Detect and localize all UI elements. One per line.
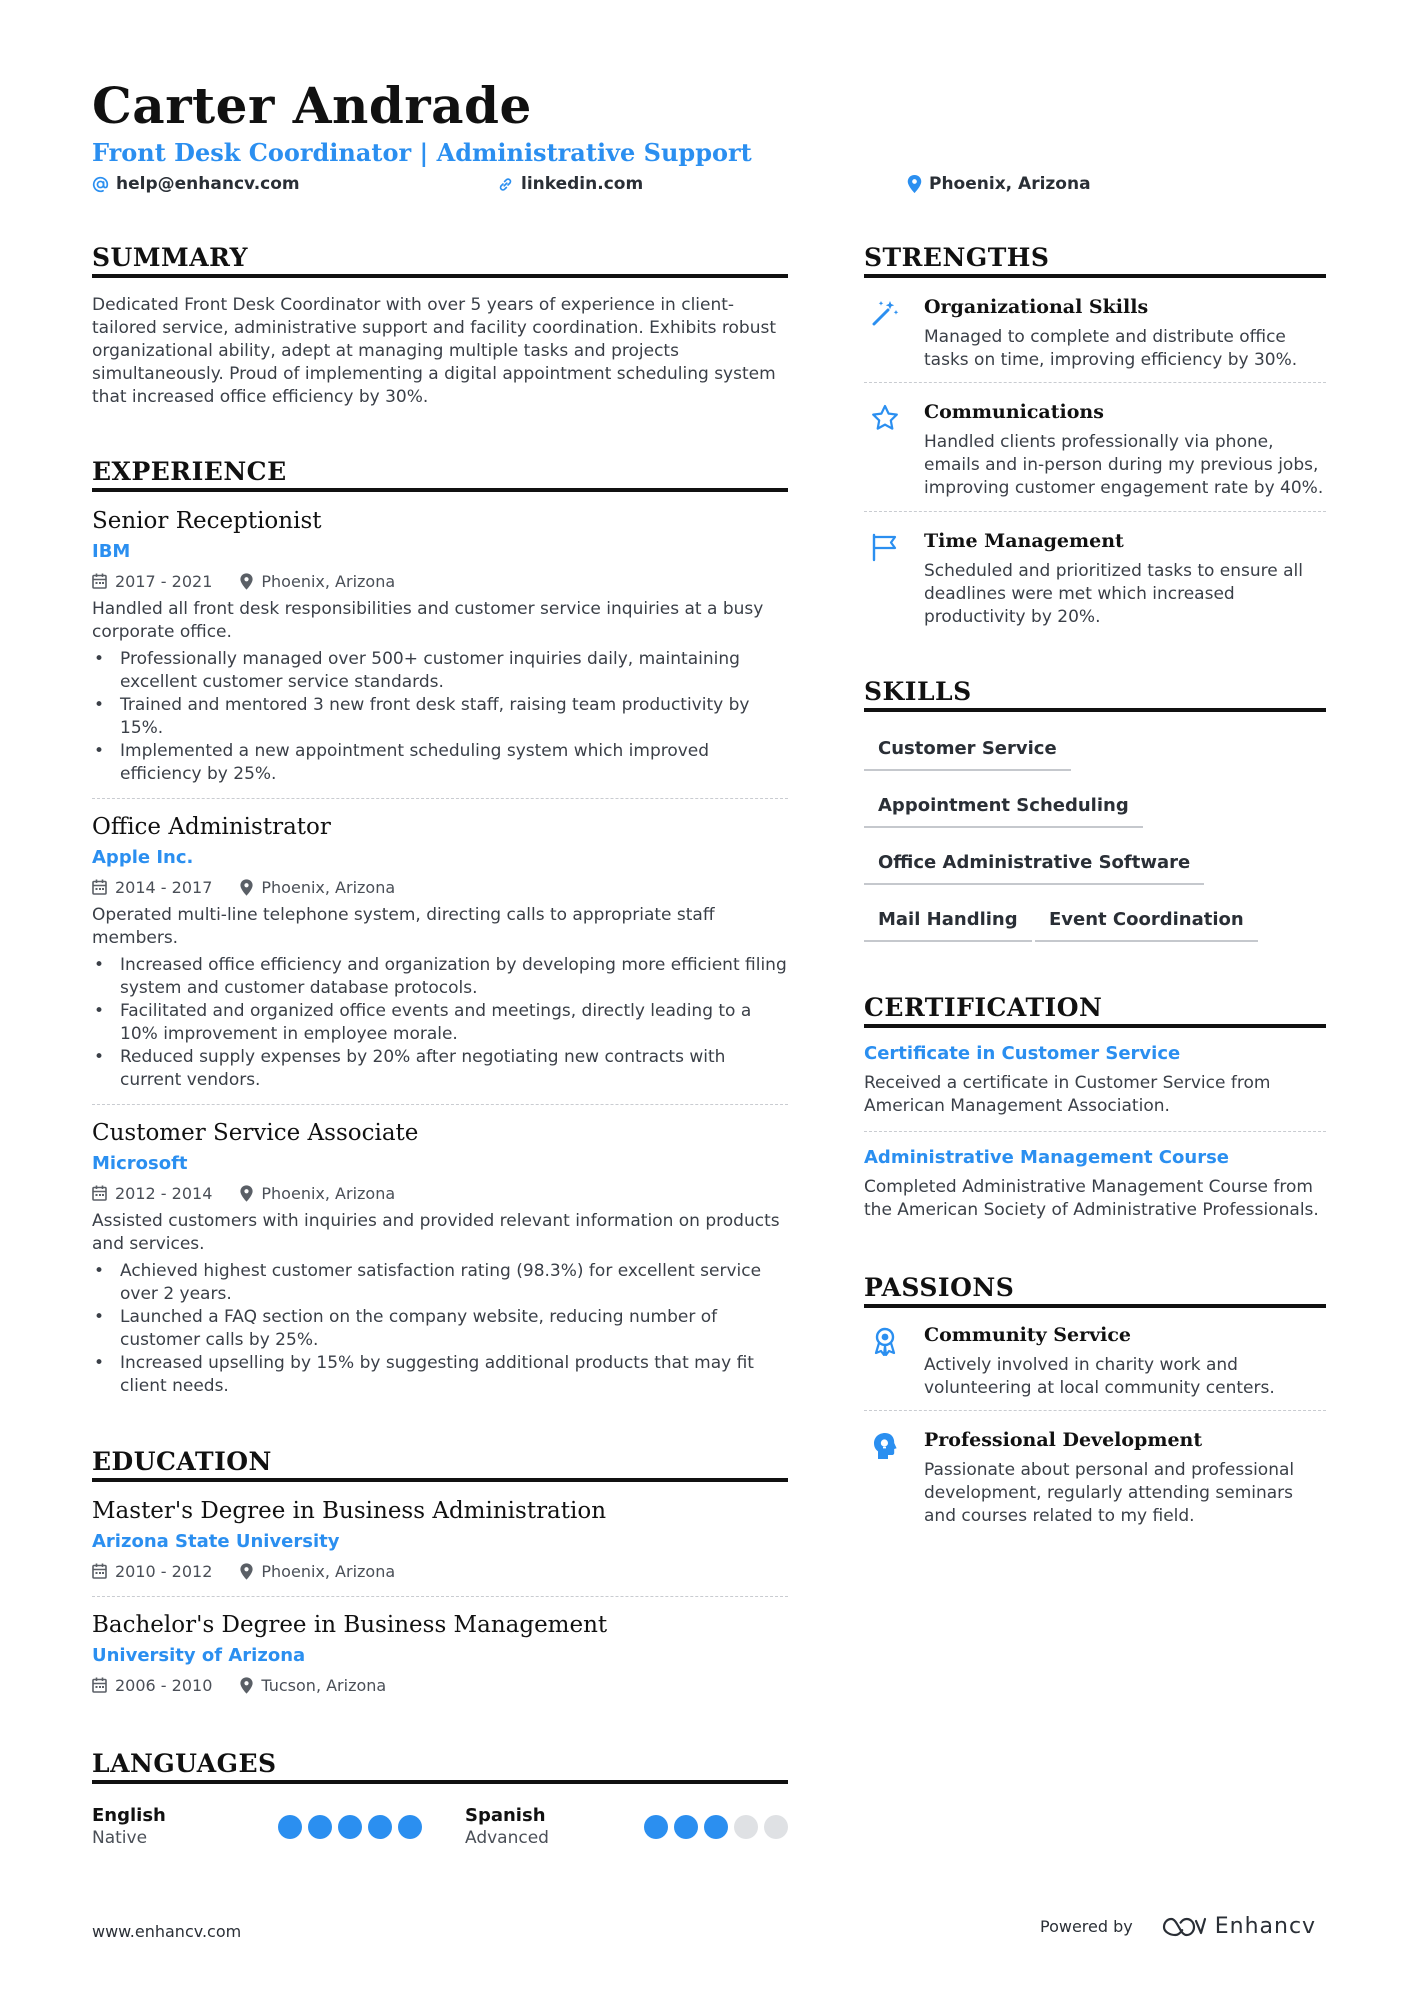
rating-dot-filled <box>368 1815 392 1839</box>
rating-dot-filled <box>644 1815 668 1839</box>
job-dates: 2017 - 2021 <box>115 571 213 591</box>
rating-dot-filled <box>674 1815 698 1839</box>
linkedin-text: linkedin.com <box>521 174 644 194</box>
passion-description: Actively involved in charity work and volunteering at local community centers. <box>924 1355 1275 1398</box>
language-level: Native <box>92 1828 148 1848</box>
strengths-rule <box>864 274 1326 278</box>
strength-item <box>864 399 1326 500</box>
job-dates: 2014 - 2017 <box>115 877 213 897</box>
map-pin-icon <box>240 1677 253 1694</box>
job-role: Office Administrator <box>92 814 331 840</box>
passion-title: Professional Development <box>924 1429 1203 1451</box>
at-icon <box>92 176 109 193</box>
job-entry <box>92 812 788 1092</box>
map-pin-icon <box>907 175 922 193</box>
job-role: Customer Service Associate <box>92 1120 419 1146</box>
job-bullet: • Implemented a new appointment scheduling system which improved efficiency by 25%. <box>92 740 788 786</box>
certification-description: Received a certificate in Customer Service from American Management Association. <box>864 1073 1271 1116</box>
location-text: Phoenix, Arizona <box>929 174 1091 194</box>
degree-title: Master's Degree in Business Administration <box>92 1498 607 1524</box>
link-icon <box>497 176 514 193</box>
job-bullet: • Achieved highest customer satisfaction rating (98.3%) for excellent service over 2 years. <box>92 1260 788 1306</box>
calendar-icon <box>92 1677 107 1693</box>
divider <box>864 1131 1326 1132</box>
rating-dot-filled <box>278 1815 302 1839</box>
strength-item <box>864 528 1326 629</box>
linkedin-contact[interactable] <box>497 174 643 194</box>
candidate-name: Carter Andrade <box>92 76 532 135</box>
calendar-icon <box>92 1563 107 1579</box>
summary-text: Dedicated Front Desk Coordinator with over 5 years of experience in client-tailored service, administrative support and facility coordination. Exhibits robust organizational ability, adept at managing multiple tasks and projects simultaneously. Proud of implementing a digital appointment scheduling system that increased office efficiency by 30%. <box>92 295 777 407</box>
certification-title: Administrative Management Course <box>864 1147 1230 1168</box>
certification-rule <box>864 1024 1326 1028</box>
job-company: IBM <box>92 541 131 562</box>
map-pin-icon <box>240 1563 253 1580</box>
email-text: help@enhancv.com <box>116 174 300 194</box>
calendar-icon <box>92 879 107 895</box>
flag-icon <box>870 532 900 562</box>
languages-rule <box>92 1780 788 1784</box>
job-company: Apple Inc. <box>92 847 194 868</box>
job-bullet: • Increased upselling by 15% by suggesting additional products that may fit client needs. <box>92 1352 788 1398</box>
head-bulb-icon <box>870 1431 900 1461</box>
divider <box>92 1596 788 1597</box>
language-rating <box>272 1815 422 1839</box>
certification-heading: CERTIFICATION <box>864 993 1103 1022</box>
strength-title: Time Management <box>924 530 1124 552</box>
education-entry <box>92 1610 788 1696</box>
job-description: Operated multi-line telephone system, directing calls to appropriate staff members. <box>92 905 715 948</box>
calendar-icon <box>92 1185 107 1201</box>
strength-description: Handled clients professionally via phone, emails and in-person during my previous jobs, improving customer engagement rate by 40%. <box>924 432 1324 498</box>
skills-heading: SKILLS <box>864 677 972 706</box>
candidate-title: Front Desk Coordinator | Administrative Support <box>92 138 752 167</box>
degree-title: Bachelor's Degree in Business Management <box>92 1612 608 1638</box>
job-entry <box>92 1118 788 1398</box>
job-description: Assisted customers with inquiries and provided relevant information on products and services. <box>92 1211 780 1254</box>
skill-tag: Customer Service <box>864 738 1071 771</box>
brand-logo[interactable] <box>1161 1914 1316 1939</box>
calendar-icon <box>92 573 107 589</box>
divider <box>92 1104 788 1105</box>
education-entry <box>92 1496 788 1582</box>
skill-tag: Appointment Scheduling <box>864 795 1143 828</box>
experience-rule <box>92 488 788 492</box>
strengths-heading: STRENGTHS <box>864 243 1050 272</box>
job-bullet: • Launched a FAQ section on the company website, reducing number of customer calls by 25%. <box>92 1306 788 1352</box>
skill-tag: Event Coordination <box>1035 909 1258 942</box>
school-name: Arizona State University <box>92 1531 340 1552</box>
rating-dot-filled <box>398 1815 422 1839</box>
star-icon <box>870 403 900 433</box>
job-company: Microsoft <box>92 1153 188 1174</box>
job-role: Senior Receptionist <box>92 508 322 534</box>
strength-title: Organizational Skills <box>924 296 1149 318</box>
education-heading: EDUCATION <box>92 1447 272 1476</box>
certification-item <box>864 1042 1326 1118</box>
language-item <box>465 1805 788 1855</box>
rating-dot-empty <box>764 1815 788 1839</box>
strength-item <box>864 294 1326 372</box>
rating-dot-empty <box>734 1815 758 1839</box>
location-contact <box>907 174 1091 194</box>
brand-name: Enhancv <box>1214 1914 1317 1939</box>
job-bullets <box>92 954 788 1092</box>
language-name: Spanish <box>465 1805 546 1826</box>
education-dates: 2006 - 2010 <box>115 1675 213 1695</box>
education-dates: 2010 - 2012 <box>115 1561 213 1581</box>
powered-by-label: Powered by <box>1040 1917 1133 1936</box>
summary-heading: SUMMARY <box>92 243 248 272</box>
divider <box>92 798 788 799</box>
passions-heading: PASSIONS <box>864 1273 1015 1302</box>
job-bullet: • Reduced supply expenses by 20% after negotiating new contracts with current vendors. <box>92 1046 788 1092</box>
school-name: University of Arizona <box>92 1645 306 1666</box>
language-level: Advanced <box>465 1828 549 1848</box>
rating-dot-filled <box>308 1815 332 1839</box>
strength-description: Managed to complete and distribute office tasks on time, improving efficiency by 30%. <box>924 327 1298 370</box>
summary-rule <box>92 274 788 278</box>
divider <box>864 511 1326 512</box>
rating-dot-filled <box>704 1815 728 1839</box>
job-location: Phoenix, Arizona <box>261 1183 396 1203</box>
education-location: Tucson, Arizona <box>261 1675 387 1695</box>
contact-row <box>92 174 1322 200</box>
job-location: Phoenix, Arizona <box>261 571 396 591</box>
divider <box>864 1410 1326 1411</box>
certification-item <box>864 1146 1326 1222</box>
strength-title: Communications <box>924 401 1104 423</box>
award-ribbon-icon <box>870 1326 900 1356</box>
language-rating <box>638 1815 788 1839</box>
job-bullets <box>92 648 788 786</box>
passion-item <box>864 1427 1326 1528</box>
footer-website[interactable]: www.enhancv.com <box>92 1922 242 1941</box>
map-pin-icon <box>240 879 253 896</box>
magic-wand-icon <box>870 298 900 328</box>
job-location: Phoenix, Arizona <box>261 877 396 897</box>
strength-description: Scheduled and prioritized tasks to ensure all deadlines were met which increased productivity by 20%. <box>924 561 1304 627</box>
passion-description: Passionate about personal and professional development, regularly attending seminars and courses related to my field. <box>924 1460 1295 1526</box>
passion-item <box>864 1322 1326 1400</box>
job-meta <box>92 1182 788 1204</box>
language-item <box>92 1805 422 1855</box>
certification-title: Certificate in Customer Service <box>864 1043 1181 1064</box>
job-meta <box>92 876 788 898</box>
email-contact[interactable] <box>92 174 300 194</box>
job-bullets <box>92 1260 788 1398</box>
job-bullet: • Increased office efficiency and organization by developing more efficient filing system and customer database protocols. <box>92 954 788 1000</box>
enhancv-logo-icon <box>1161 1915 1207 1939</box>
skill-tag: Mail Handling <box>864 909 1032 942</box>
education-meta <box>92 1674 788 1696</box>
experience-heading: EXPERIENCE <box>92 457 287 486</box>
job-bullet: • Facilitated and organized office events and meetings, directly leading to a 10% improvement in employee morale. <box>92 1000 788 1046</box>
job-description: Handled all front desk responsibilities and customer service inquiries at a busy corporate office. <box>92 599 764 642</box>
map-pin-icon <box>240 1185 253 1202</box>
education-rule <box>92 1478 788 1482</box>
certification-description: Completed Administrative Management Course from the American Society of Administrative Professionals. <box>864 1177 1319 1220</box>
job-entry <box>92 506 788 786</box>
passion-title: Community Service <box>924 1324 1132 1346</box>
language-name: English <box>92 1805 166 1826</box>
divider <box>864 382 1326 383</box>
education-meta <box>92 1560 788 1582</box>
map-pin-icon <box>240 573 253 590</box>
skill-tag: Office Administrative Software <box>864 852 1204 885</box>
education-location: Phoenix, Arizona <box>261 1561 396 1581</box>
job-meta <box>92 570 788 592</box>
rating-dot-filled <box>338 1815 362 1839</box>
footer-branding <box>1040 1914 1316 1939</box>
job-bullet: • Professionally managed over 500+ customer inquiries daily, maintaining excellent customer service standards. <box>92 648 788 694</box>
job-dates: 2012 - 2014 <box>115 1183 213 1203</box>
languages-heading: LANGUAGES <box>92 1749 277 1778</box>
job-bullet: • Trained and mentored 3 new front desk staff, raising team productivity by 15%. <box>92 694 788 740</box>
passions-rule <box>864 1304 1326 1308</box>
skills-rule <box>864 708 1326 712</box>
